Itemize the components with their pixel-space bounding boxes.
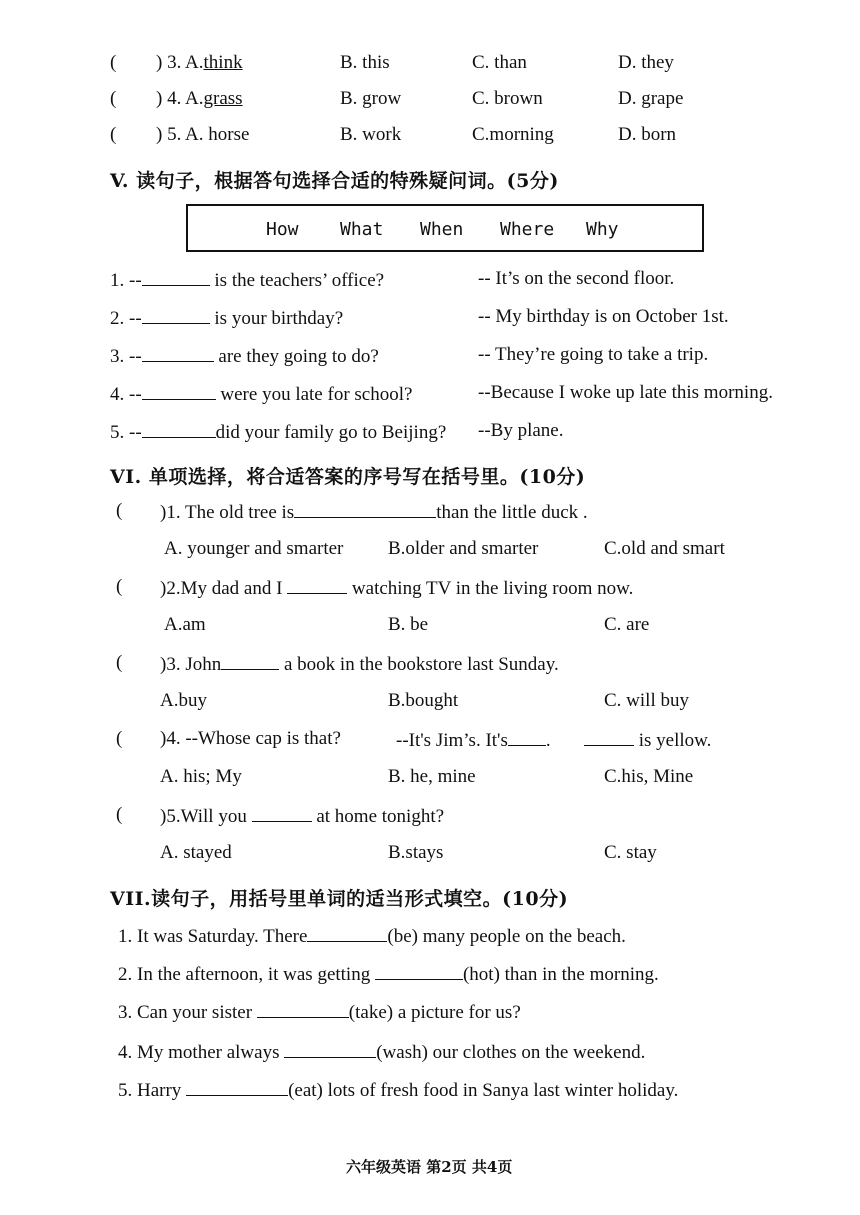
answer-bracket[interactable]: ( — [110, 88, 117, 109]
option-a: A. his; My — [160, 766, 242, 787]
option-c: C.morning — [472, 124, 554, 145]
fill-in-item: 1. It was Saturday. There (be) many people on the beach. — [118, 926, 626, 947]
fill-in-item: 5. Harry (eat) lots of fresh food in Sanya last winter holiday. — [118, 1080, 679, 1101]
answer-bracket[interactable]: ( — [116, 652, 123, 673]
answer-blank[interactable] — [584, 728, 634, 746]
word-bank-item: What — [340, 219, 384, 240]
mcq-options — [0, 538, 860, 564]
answer-blank[interactable] — [221, 652, 279, 670]
answer-bracket[interactable]: ( — [110, 52, 117, 73]
word-bank-box — [186, 204, 704, 252]
answer-blank[interactable] — [142, 382, 216, 400]
mcq-question: ( )5.Will you at home tonight? — [116, 804, 445, 827]
dialogue-item: 5. -- did your family go to Beijing? --By plane. — [110, 420, 564, 443]
dialogue-item: 3. -- are they going to do? -- They’re going to take a trip. — [110, 344, 709, 367]
mcq-question: ( )4. --Whose cap is that? --It's Jim’s. It's . is yellow. — [116, 728, 712, 751]
option-b: B. be — [388, 614, 429, 635]
word-bank-item: Where — [500, 219, 555, 240]
page-footer: 六年级英语 第2页 共4页 — [346, 1158, 513, 1176]
answer-blank[interactable] — [142, 306, 210, 324]
answer-blank[interactable] — [142, 268, 210, 286]
option-c: C. stay — [604, 842, 657, 863]
option-b: B. he, mine — [388, 766, 476, 787]
option-d: D. born — [618, 124, 677, 145]
dialogue-item: 1. -- is the teachers’ office? -- It’s on the second floor. — [110, 268, 675, 291]
section-6-heading: VI. 单项选择，将合适答案的序号写在括号里。(10分) — [110, 466, 586, 488]
mcq-options — [0, 690, 860, 716]
mcq-question: ( )3. John a book in the bookstore last Sunday. — [116, 652, 559, 675]
section-5-heading: V. 读句子，根据答句选择合适的特殊疑问词。(5分) — [110, 170, 559, 192]
answer-blank[interactable] — [294, 500, 436, 518]
option-c: C. are — [604, 614, 650, 635]
answer-bracket[interactable]: ( — [116, 500, 123, 521]
option-c: C. will buy — [604, 690, 689, 711]
answer-bracket[interactable]: ( — [110, 124, 117, 145]
option-c: C.his, Mine — [604, 766, 694, 787]
option-c: C.old and smart — [604, 538, 725, 559]
word-bank-item: How — [266, 219, 299, 240]
option-b: B.bought — [388, 690, 459, 711]
answer-blank[interactable] — [375, 962, 463, 980]
mcq-options — [0, 842, 860, 868]
fill-in-item: 2. In the afternoon, it was getting (hot) than in the morning. — [118, 964, 659, 985]
option-a: A.am — [164, 614, 206, 635]
mcq-options — [0, 614, 860, 640]
answer-blank[interactable] — [508, 728, 546, 746]
answer-blank[interactable] — [307, 924, 387, 942]
option-b: B. this — [340, 52, 390, 73]
option-a: A. stayed — [160, 842, 232, 863]
pronunciation-item-5: ( ) 5. A. horse B. work C.morning D. born — [110, 124, 677, 145]
dialogue-item: 4. -- were you late for school? --Because I woke up late this morning. — [110, 382, 773, 405]
answer-bracket[interactable]: ( — [116, 728, 123, 749]
option-d: D. they — [618, 52, 674, 73]
option-b: B. work — [340, 124, 402, 145]
option-a: A.buy — [160, 690, 207, 711]
mcq-question: ( )2.My dad and I watching TV in the living room now. — [116, 576, 634, 599]
fill-in-item: 4. My mother always (wash) our clothes on the weekend. — [118, 1042, 646, 1063]
option-c: C. than — [472, 52, 527, 73]
option-c: C. brown — [472, 88, 543, 109]
option-d: D. grape — [618, 88, 684, 109]
dialogue-item: 2. -- is your birthday? -- My birthday is on October 1st. — [110, 306, 729, 329]
pronunciation-item-4: ( ) 4. A.grass B. grow C. brown D. grape — [110, 88, 684, 109]
option-a: A. younger and smarter — [164, 538, 344, 559]
option-b: B.stays — [388, 842, 444, 863]
answer-blank[interactable] — [186, 1078, 288, 1096]
word-bank-item: When — [420, 219, 464, 240]
mcq-question: ( )1. The old tree is than the little duck . — [116, 500, 588, 523]
answer-blank[interactable] — [252, 804, 312, 822]
answer-blank[interactable] — [142, 344, 214, 362]
section-7-heading: VII.读句子，用括号里单词的适当形式填空。(10分) — [110, 888, 569, 910]
pronunciation-item-3: ( ) 3. A.think B. this C. than D. they — [110, 52, 674, 73]
mcq-options — [0, 766, 860, 792]
answer-blank[interactable] — [287, 576, 347, 594]
answer-bracket[interactable]: ( — [116, 576, 123, 597]
answer-blank[interactable] — [142, 420, 216, 438]
answer-blank[interactable] — [257, 1000, 349, 1018]
option-b: B. grow — [340, 88, 402, 109]
answer-bracket[interactable]: ( — [116, 804, 123, 825]
option-b: B.older and smarter — [388, 538, 539, 559]
word-bank-item: Why — [586, 219, 619, 240]
answer-blank[interactable] — [284, 1040, 376, 1058]
fill-in-item: 3. Can your sister (take) a picture for us? — [118, 1002, 521, 1023]
